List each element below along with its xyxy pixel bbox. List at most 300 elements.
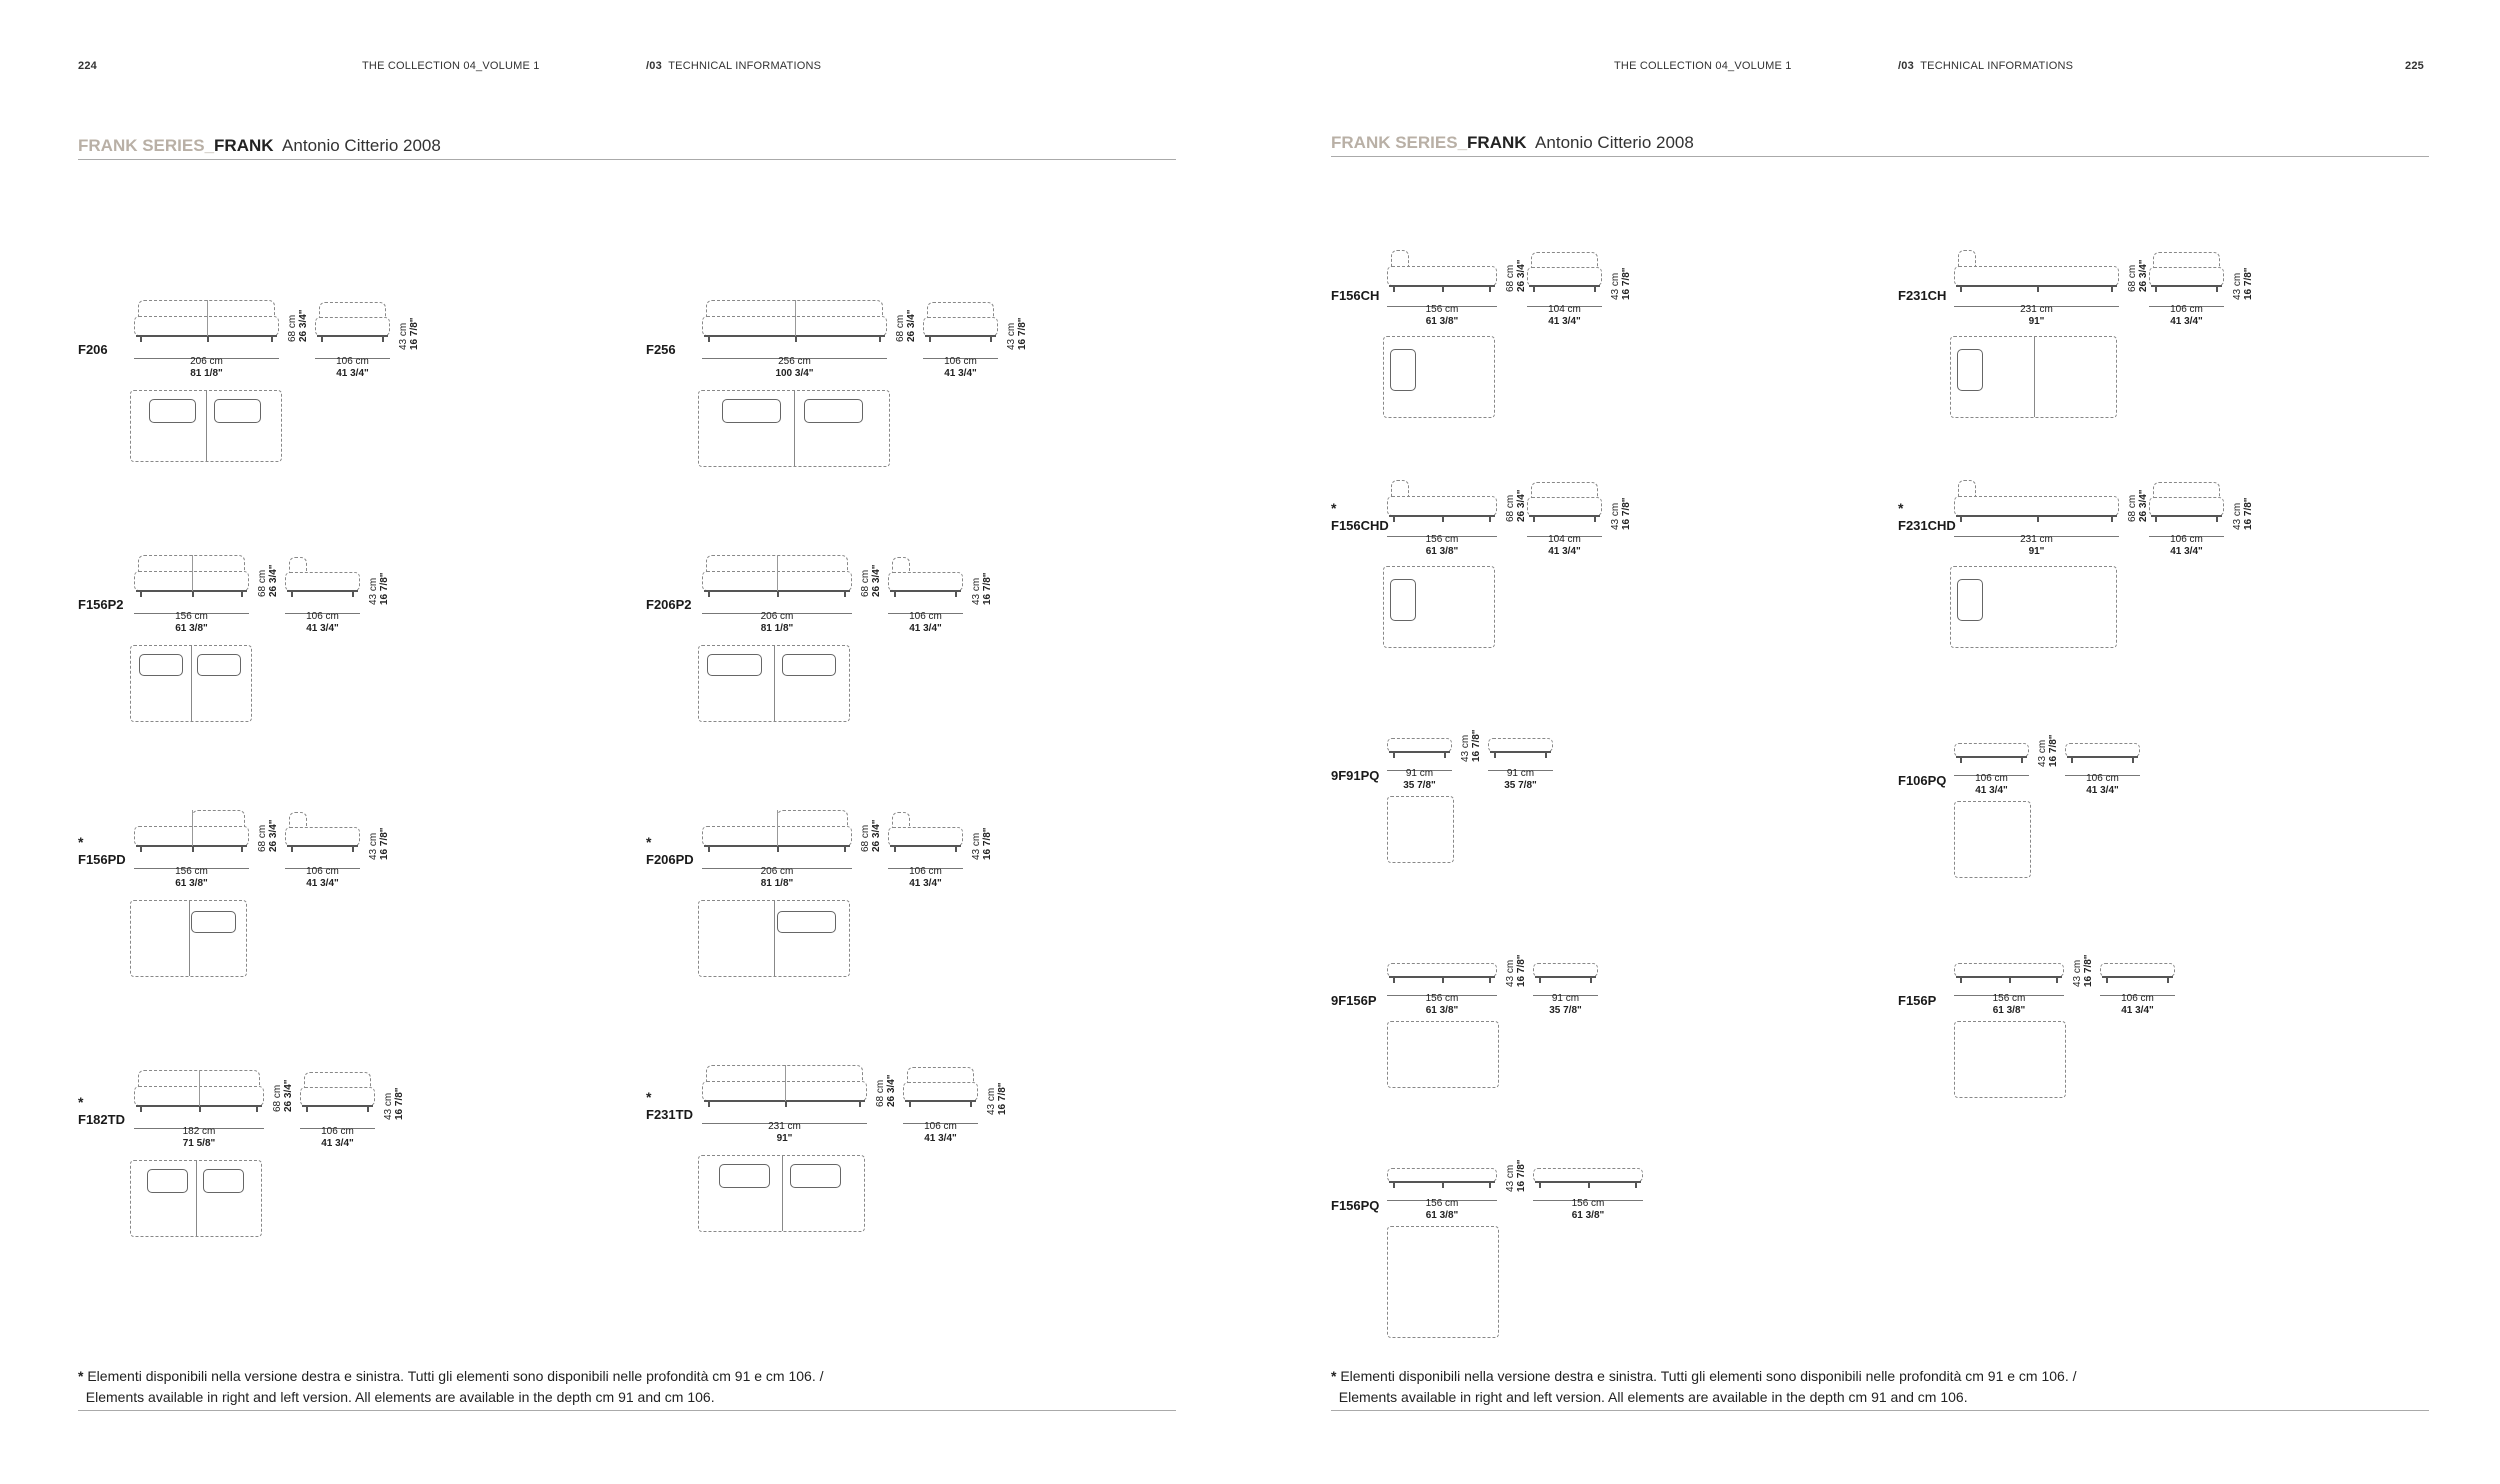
sofa-front-view: [1387, 955, 1497, 983]
dimension-inch: 26 3/4": [298, 309, 309, 342]
leg: [879, 336, 881, 342]
dimension-label: [1387, 534, 1497, 558]
leg: [1442, 1182, 1444, 1188]
vertical-dimension: [2037, 734, 2059, 767]
dimension-inch: 41 3/4": [944, 368, 977, 379]
leg: [199, 1106, 201, 1112]
leg: [1393, 752, 1395, 758]
cushion: [139, 654, 183, 676]
dimension-inch: 41 3/4": [924, 1133, 957, 1144]
vertical-dimension: [257, 819, 279, 852]
base: [287, 590, 358, 592]
dimension-cm: 68 cm: [257, 824, 268, 852]
leg: [2009, 977, 2011, 983]
leg: [2106, 977, 2108, 983]
cushion: [1957, 579, 1983, 621]
base: [890, 845, 961, 847]
dimension-inch: 16 7/8": [997, 1082, 1008, 1115]
footnote-rule: [1331, 1410, 2429, 1411]
plan-divider: [782, 1156, 783, 1231]
dimension-inch: 16 7/8": [394, 1087, 405, 1120]
sofa-front-view: [702, 555, 852, 597]
leg: [1590, 977, 1592, 983]
dimension-inch: 16 7/8": [2243, 267, 2254, 300]
page-number: 225: [2405, 60, 2424, 72]
leg: [321, 336, 323, 342]
dimension-inch: 81 1/8": [760, 878, 794, 889]
vertical-dimension: [257, 564, 279, 597]
vertical-dimension: [383, 1087, 405, 1120]
dimension-cm: 231 cm: [768, 1121, 801, 1132]
dimension-cm: 182 cm: [182, 1126, 216, 1137]
leg: [1393, 977, 1395, 983]
leg: [955, 846, 957, 852]
dimension-inch: 26 3/4": [268, 564, 279, 597]
dimension-cm: 43 cm: [368, 577, 379, 605]
vertical-dimension: [368, 572, 390, 605]
plan-view: [130, 645, 252, 722]
dimension-inch: 16 7/8": [2048, 734, 2059, 767]
dimension-cm: 106 cm: [924, 1121, 957, 1132]
dimension-inch: 41 3/4": [2170, 546, 2203, 557]
sofa-front-view: [134, 1070, 264, 1112]
dimension-inch: 16 7/8": [2083, 954, 2094, 987]
leg: [894, 591, 896, 597]
dimension-cm: 106 cm: [321, 1126, 354, 1137]
sofa-front-view: [1488, 730, 1553, 758]
leg: [1588, 1182, 1590, 1188]
dimension-inch: 61 3/8": [1425, 546, 1459, 557]
dimension-inch: 26 3/4": [1516, 489, 1527, 522]
leg: [1442, 516, 1444, 522]
model-code: F106PQ: [1898, 773, 1947, 788]
dimension-label: [2149, 304, 2224, 328]
cushion: [707, 654, 762, 676]
leg: [777, 591, 779, 597]
dimension-label: [134, 1126, 264, 1150]
dimension-inch: 26 3/4": [871, 564, 882, 597]
dimension-inch: 26 3/4": [2138, 489, 2149, 522]
leg: [1494, 752, 1496, 758]
availability-star: *: [78, 1094, 84, 1110]
sofa-front-view: [134, 300, 279, 342]
plan-view: [130, 900, 247, 977]
vertical-dimension: [860, 564, 882, 597]
leg: [1635, 1182, 1637, 1188]
vertical-dimension: [1610, 267, 1632, 300]
base: [287, 845, 358, 847]
seat-divider: [199, 1070, 200, 1106]
dimension-cm: 68 cm: [1505, 264, 1516, 292]
base: [2102, 976, 2173, 978]
leg: [1960, 977, 1962, 983]
dimension-inch: 41 3/4": [2086, 785, 2119, 796]
dimension-cm: 206 cm: [190, 356, 223, 367]
dimension-cm: 106 cm: [944, 356, 977, 367]
leg: [859, 1101, 861, 1107]
leg: [909, 1101, 911, 1107]
seat-divider: [192, 810, 193, 846]
vertical-dimension: [1505, 954, 1527, 987]
base: [2067, 756, 2138, 758]
dimension-inch: 16 7/8": [409, 317, 420, 350]
page-title: FRANK SERIES_FRANK Antonio Citterio 2008: [78, 136, 441, 155]
dimension-inch: 16 7/8": [982, 827, 993, 860]
dimension-label: [1533, 993, 1598, 1017]
dimension-label: [1387, 993, 1497, 1017]
cushion: [777, 911, 836, 933]
seat: [1527, 497, 1602, 516]
seat: [1954, 743, 2029, 757]
dimension-cm: 106 cm: [2170, 534, 2203, 545]
dimension-inch: 26 3/4": [283, 1079, 294, 1112]
dimension-label: [300, 1126, 375, 1150]
leg: [241, 591, 243, 597]
leg: [708, 336, 710, 342]
leg: [1545, 752, 1547, 758]
dimension-label: [285, 611, 360, 635]
dimension-cm: 106 cm: [2086, 773, 2119, 784]
vertical-dimension: [2127, 259, 2149, 292]
dimension-inch: 41 3/4": [909, 878, 942, 889]
dimension-cm: 106 cm: [909, 611, 942, 622]
dimension-inch: 81 1/8": [760, 623, 794, 634]
leg: [708, 1101, 710, 1107]
dimension-inch: 91": [2028, 316, 2045, 327]
dimension-inch: 61 3/8": [1571, 1210, 1605, 1221]
seat: [888, 827, 963, 846]
seat: [300, 1087, 375, 1106]
model-code: F182TD: [78, 1112, 125, 1127]
dimension-cm: 68 cm: [875, 1079, 886, 1107]
dimension-cm: 68 cm: [2127, 494, 2138, 522]
sofa-front-view: [702, 300, 887, 342]
sofa-front-view: [285, 812, 360, 852]
dimension-inch: 16 7/8": [379, 827, 390, 860]
vertical-dimension: [368, 827, 390, 860]
dimension-inch: 41 3/4": [1548, 316, 1581, 327]
model-code: F231CHD: [1898, 518, 1956, 533]
leg: [929, 336, 931, 342]
dimension-label: [1954, 534, 2119, 558]
dimension-inch: 41 3/4": [1548, 546, 1581, 557]
leg: [2037, 286, 2039, 292]
vertical-dimension: [1460, 729, 1482, 762]
leg: [291, 846, 293, 852]
dimension-label: [702, 356, 887, 380]
dimension-cm: 43 cm: [1460, 734, 1471, 762]
dimension-cm: 106 cm: [1975, 773, 2008, 784]
plan-divider: [774, 646, 775, 721]
seat: [923, 317, 998, 336]
vertical-dimension: [971, 827, 993, 860]
base: [1529, 285, 1600, 287]
seat: [315, 317, 390, 336]
dimension-cm: 68 cm: [860, 569, 871, 597]
availability-star: *: [1898, 500, 1904, 516]
dimension-cm: 68 cm: [272, 1084, 283, 1112]
dimension-inch: 41 3/4": [2121, 1005, 2154, 1016]
dimension-cm: 156 cm: [175, 611, 208, 622]
dimension-inch: 26 3/4": [2138, 259, 2149, 292]
dimension-label: [923, 356, 998, 380]
dimension-inch: 16 7/8": [1471, 729, 1482, 762]
leg: [2167, 977, 2169, 983]
plan-divider: [2034, 337, 2035, 417]
sofa-front-view: [1387, 480, 1497, 522]
dimension-cm: 231 cm: [2020, 534, 2053, 545]
seat: [1387, 1168, 1497, 1182]
dimension-cm: 43 cm: [2037, 739, 2048, 767]
plan-view: [130, 390, 282, 462]
dimension-label: [1387, 1198, 1497, 1222]
seat-divider: [795, 300, 796, 336]
leg: [795, 336, 797, 342]
leg: [1489, 516, 1491, 522]
dimension-inch: 16 7/8": [1516, 1159, 1527, 1192]
seat-divider: [207, 300, 208, 336]
dimension-cm: 43 cm: [2232, 272, 2243, 300]
dimension-label: [1954, 304, 2119, 328]
dimension-label: [702, 866, 852, 890]
cushion: [197, 654, 241, 676]
base: [1529, 515, 1600, 517]
sofa-front-view: [2149, 252, 2224, 292]
leg: [844, 591, 846, 597]
leg: [1539, 977, 1541, 983]
leg: [1594, 286, 1596, 292]
plan-view: [1387, 1226, 1499, 1338]
dimension-cm: 43 cm: [2072, 959, 2083, 987]
seat-divider: [785, 1065, 786, 1101]
base: [890, 590, 961, 592]
vertical-dimension: [860, 819, 882, 852]
seat: [903, 1082, 978, 1101]
dimension-inch: 16 7/8": [1621, 267, 1632, 300]
availability-star: *: [646, 834, 652, 850]
seat: [2149, 267, 2224, 286]
dimension-label: [1488, 768, 1553, 792]
seat: [888, 572, 963, 591]
cushion: [719, 1164, 771, 1188]
leg: [1442, 977, 1444, 983]
leg: [140, 336, 142, 342]
base: [925, 335, 996, 337]
dimension-cm: 68 cm: [257, 569, 268, 597]
plan-divider: [206, 391, 207, 461]
dimension-cm: 43 cm: [1610, 502, 1621, 530]
plan-view: [1950, 566, 2117, 648]
leg: [140, 846, 142, 852]
vertical-dimension: [1006, 317, 1028, 350]
plan-view: [698, 1155, 865, 1232]
seat: [1533, 963, 1598, 977]
leg: [2155, 516, 2157, 522]
vertical-dimension: [971, 572, 993, 605]
dimension-cm: 68 cm: [895, 314, 906, 342]
leg: [1444, 752, 1446, 758]
leg: [1489, 977, 1491, 983]
leg: [367, 1106, 369, 1112]
dimension-inch: 26 3/4": [268, 819, 279, 852]
dimension-label: [1954, 773, 2029, 797]
model-code: 9F91PQ: [1331, 768, 1380, 783]
dimension-label: [702, 611, 852, 635]
dimension-inch: 61 3/8": [1425, 316, 1459, 327]
vertical-dimension: [895, 309, 917, 342]
base: [1535, 976, 1596, 978]
dimension-inch: 41 3/4": [336, 368, 369, 379]
leg: [708, 846, 710, 852]
leg: [382, 336, 384, 342]
leg: [708, 591, 710, 597]
vertical-dimension: [2072, 954, 2094, 987]
leg: [2071, 757, 2073, 763]
footnote: * Elementi disponibili nella versione destra e sinistra. Tutti gli elementi sono disponibili nelle profondità cm 91 e cm 106. / Elements available in right and left version. All elements are available in the depth cm 91 and cm 106.: [78, 1368, 824, 1405]
dimension-inch: 61 3/8": [1425, 1005, 1459, 1016]
dimension-label: [1533, 1198, 1643, 1222]
dimension-cm: 156 cm: [1571, 1198, 1605, 1209]
seat: [1387, 496, 1497, 516]
leg: [894, 846, 896, 852]
dimension-inch: 35 7/8": [1504, 780, 1537, 791]
cushion: [782, 654, 837, 676]
leg: [2132, 757, 2134, 763]
dimension-label: [1527, 304, 1602, 328]
dimension-inch: 41 3/4": [2170, 316, 2203, 327]
dimension-inch: 26 3/4": [906, 309, 917, 342]
dimension-cm: 106 cm: [2121, 993, 2154, 1004]
leg: [785, 1101, 787, 1107]
leg: [306, 1106, 308, 1112]
vertical-dimension: [272, 1079, 294, 1112]
cushion: [203, 1169, 244, 1193]
model-code: F206: [78, 342, 108, 357]
leg: [1533, 516, 1535, 522]
leg: [844, 846, 846, 852]
seat: [2065, 743, 2140, 757]
leg: [2111, 516, 2113, 522]
dimension-cm: 106 cm: [2170, 304, 2203, 315]
sofa-front-view: [888, 812, 963, 852]
base: [1490, 751, 1551, 753]
model-code: F156PD: [78, 852, 126, 867]
leg: [192, 846, 194, 852]
seat: [2100, 963, 2175, 977]
dimension-cm: 104 cm: [1548, 534, 1581, 545]
dimension-cm: 231 cm: [2020, 304, 2053, 315]
seat: [1387, 738, 1452, 752]
dimension-cm: 156 cm: [175, 866, 208, 877]
dimension-cm: 43 cm: [986, 1087, 997, 1115]
model-code: F156P: [1898, 993, 1937, 1008]
cushion: [804, 399, 863, 423]
model-code: F156PQ: [1331, 1198, 1380, 1213]
leg: [1960, 286, 1962, 292]
plan-view: [1387, 1021, 1499, 1088]
dimension-inch: 61 3/8": [1425, 1210, 1459, 1221]
vertical-dimension: [2232, 497, 2254, 530]
cushion: [722, 399, 781, 423]
leg: [1960, 516, 1962, 522]
sofa-front-view: [2100, 955, 2175, 983]
vertical-dimension: [1610, 497, 1632, 530]
dimension-cm: 68 cm: [287, 314, 298, 342]
dimension-cm: 91 cm: [1506, 768, 1535, 779]
dimension-label: [1387, 768, 1452, 792]
sofa-front-view: [1527, 252, 1602, 292]
seat: [1954, 496, 2119, 516]
dimension-cm: 156 cm: [1425, 304, 1459, 315]
dimension-cm: 43 cm: [1505, 959, 1516, 987]
leg: [2111, 286, 2113, 292]
dimension-label: [315, 356, 390, 380]
availability-star: *: [78, 834, 84, 850]
leg: [352, 846, 354, 852]
dimension-label: [1527, 534, 1602, 558]
leg: [271, 336, 273, 342]
dimension-inch: 41 3/4": [1975, 785, 2008, 796]
sofa-front-view: [1954, 955, 2064, 983]
seat: [285, 827, 360, 846]
plan-view: [1383, 566, 1495, 648]
seat: [1527, 267, 1602, 286]
sofa-front-view: [1387, 730, 1452, 758]
cushion: [191, 911, 237, 933]
dimension-inch: 16 7/8": [1516, 954, 1527, 987]
dimension-label: [702, 1121, 867, 1145]
plan-view: [1954, 801, 2031, 878]
dimension-cm: 68 cm: [1505, 494, 1516, 522]
plan-divider: [774, 901, 775, 976]
leg: [1489, 286, 1491, 292]
base: [1389, 751, 1450, 753]
plan-view: [1387, 796, 1454, 863]
dimension-cm: 106 cm: [336, 356, 369, 367]
leg: [291, 591, 293, 597]
seat: [1533, 1168, 1643, 1182]
sofa-front-view: [1954, 480, 2119, 522]
collection-label: THE COLLECTION 04_VOLUME 1: [362, 60, 540, 72]
dimension-cm: 256 cm: [778, 356, 811, 367]
dimension-inch: 16 7/8": [982, 572, 993, 605]
plan-view: [1950, 336, 2117, 418]
availability-star: *: [646, 1089, 652, 1105]
dimension-cm: 156 cm: [1425, 1198, 1459, 1209]
leg: [1960, 757, 1962, 763]
sofa-front-view: [1954, 735, 2029, 763]
sofa-front-view: [1954, 250, 2119, 292]
page-number: 224: [78, 60, 97, 72]
dimension-label: [1387, 304, 1497, 328]
base: [905, 1100, 976, 1102]
cushion: [214, 399, 261, 423]
vertical-dimension: [2127, 489, 2149, 522]
collection-label: THE COLLECTION 04_VOLUME 1: [1614, 60, 1792, 72]
seat-divider: [777, 555, 778, 591]
leg: [1393, 286, 1395, 292]
model-code: F231CH: [1898, 288, 1947, 303]
dimension-cm: 68 cm: [2127, 264, 2138, 292]
page-title: FRANK SERIES_FRANK Antonio Citterio 2008: [1331, 133, 1694, 152]
sofa-front-view: [1533, 955, 1598, 983]
dimension-inch: 16 7/8": [1017, 317, 1028, 350]
dimension-cm: 43 cm: [383, 1092, 394, 1120]
cushion: [1957, 349, 1983, 391]
dimension-inch: 35 7/8": [1549, 1005, 1582, 1016]
leg: [256, 1106, 258, 1112]
dimension-inch: 35 7/8": [1403, 780, 1436, 791]
